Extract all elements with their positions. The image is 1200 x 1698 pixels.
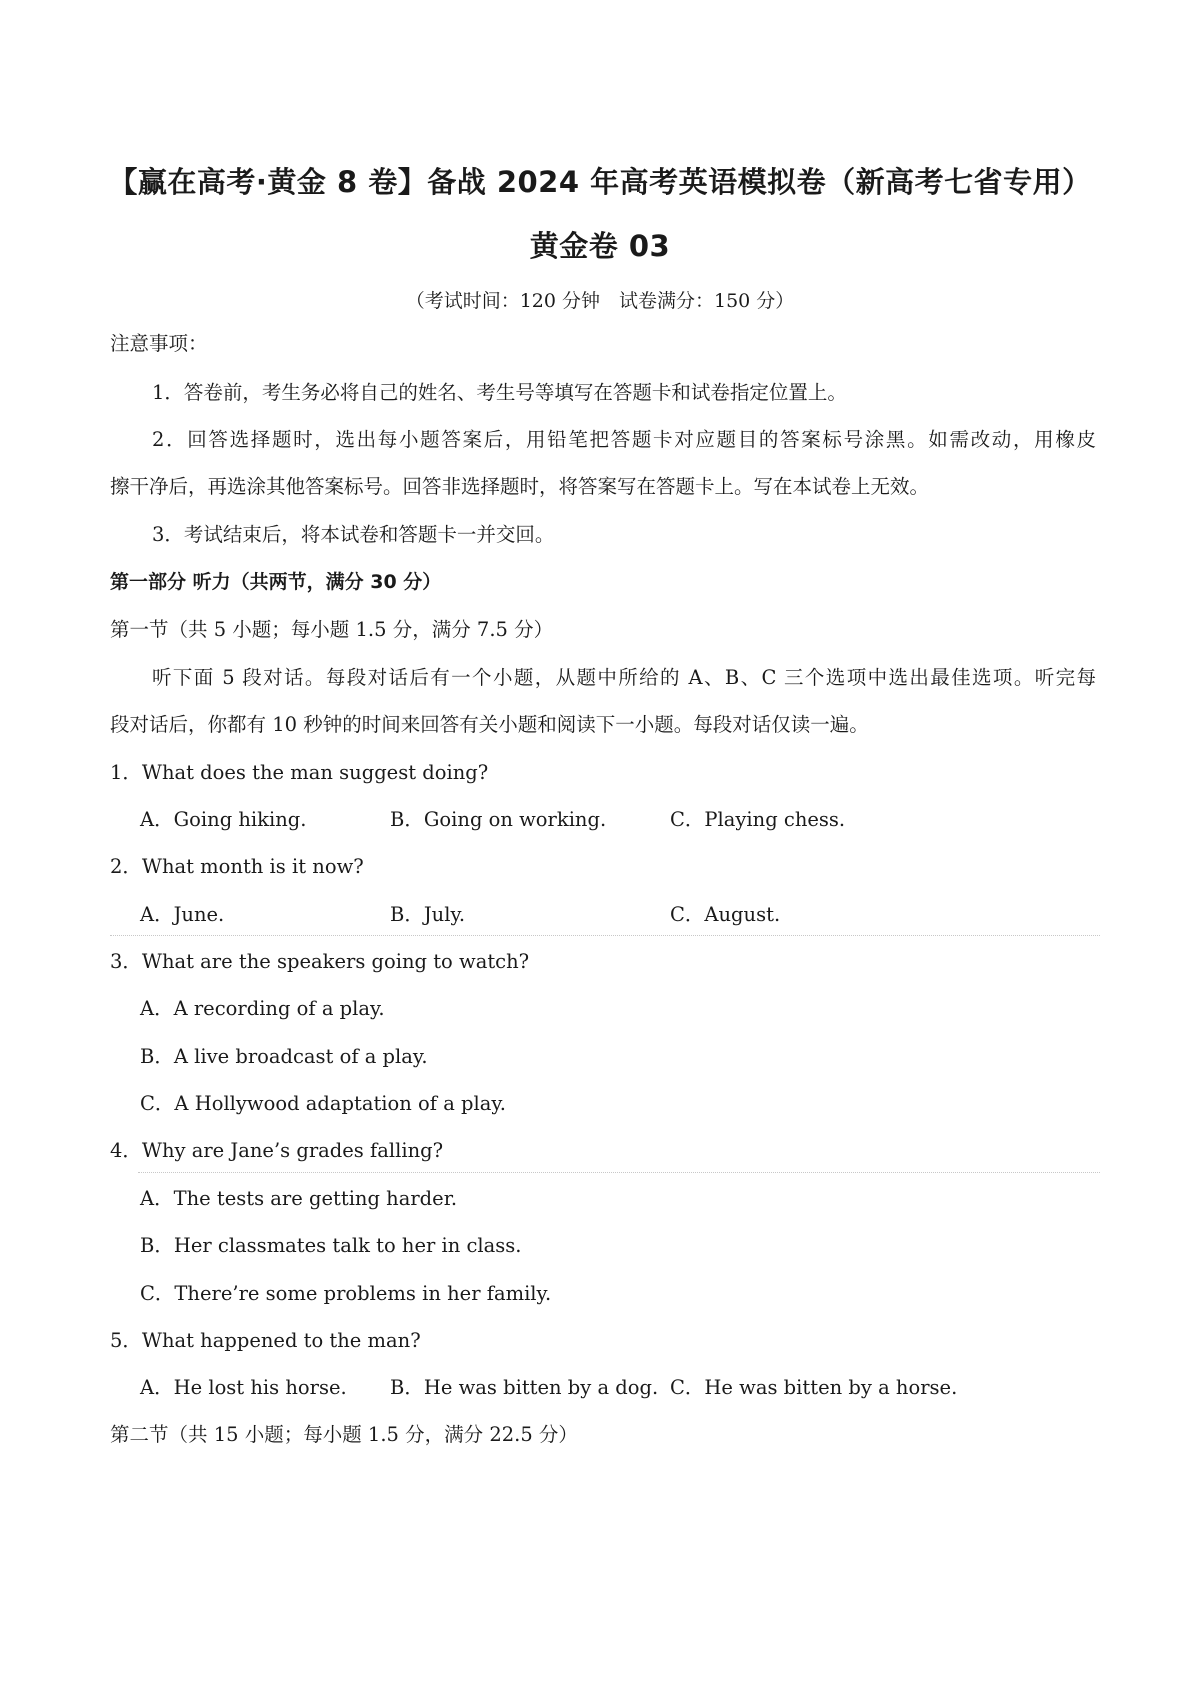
question-1-stem: 1．What does the man suggest doing? <box>110 761 489 784</box>
note-item-2-line-2: 擦干净后，再选涂其他答案标号。回答非选择题时，将答案写在答题卡上。写在本试卷上无效。 <box>110 475 930 498</box>
notes-heading: 注意事项： <box>110 332 208 355</box>
question-4-option-c: C．There’re some problems in her family. <box>140 1282 552 1305</box>
question-1-option-a: A．Going hiking. <box>140 808 307 831</box>
note-item-3: 3．考试结束后，将本试卷和答题卡一并交回。 <box>152 523 555 546</box>
question-4-option-b: B．Her classmates talk to her in class. <box>140 1234 522 1257</box>
question-5-stem: 5．What happened to the man? <box>110 1329 421 1352</box>
note-item-2-line-1: 2．回答选择题时，选出每小题答案后，用铅笔把答题卡对应题目的答案标号涂黑。如需改动，用橡皮 <box>152 428 1096 451</box>
instructions-line-2: 段对话后，你都有 10 秒钟的时间来回答有关小题和阅读下一小题。每段对话仅读一遍。 <box>110 713 869 736</box>
question-4-stem: 4．Why are Jane’s grades falling? <box>110 1139 444 1162</box>
question-2-option-c: C．August. <box>670 903 781 926</box>
section1-heading: 第一节（共 5 小题；每小题 1.5 分，满分 7.5 分） <box>110 618 554 641</box>
question-4-option-a: A．The tests are getting harder. <box>140 1187 458 1210</box>
question-3-stem: 3．What are the speakers going to watch? <box>110 950 530 973</box>
exam-subtitle-volume: 黄金卷 03 <box>529 229 671 263</box>
instructions-line-1: 听下面 5 段对话。每段对话后有一个小题，从题中所给的 A、B、C 三个选项中选出最佳选项。听完每 <box>152 666 1096 689</box>
note-item-1: 1．答卷前，考生务必将自己的姓名、考生号等填写在答题卡和试卷指定位置上。 <box>152 381 847 404</box>
question-3-option-c: C．A Hollywood adaptation of a play. <box>140 1092 506 1115</box>
question-1-option-c: C．Playing chess. <box>670 808 846 831</box>
part1-heading: 第一部分 听力（共两节，满分 30 分） <box>110 571 442 593</box>
dotted-divider <box>110 935 1100 936</box>
question-5-option-c: C．He was bitten by a horse. <box>670 1376 958 1399</box>
question-3-option-b: B．A live broadcast of a play. <box>140 1045 428 1068</box>
question-1-option-b: B．Going on working. <box>390 808 607 831</box>
question-5-option-a: A．He lost his horse. <box>140 1376 347 1399</box>
question-3-option-a: A．A recording of a play. <box>140 997 385 1020</box>
exam-info: （考试时间：120 分钟 试卷满分：150 分） <box>405 290 795 312</box>
dotted-divider <box>138 1172 1100 1173</box>
section2-heading: 第二节（共 15 小题；每小题 1.5 分，满分 22.5 分） <box>110 1423 578 1446</box>
question-2-option-b: B．July. <box>390 903 466 926</box>
question-2-option-a: A．June. <box>140 903 225 926</box>
question-5-option-b: B．He was bitten by a dog. <box>390 1376 659 1399</box>
question-2-stem: 2．What month is it now? <box>110 855 364 878</box>
exam-title: 【赢在高考·黄金 8 卷】备战 2024 年高考英语模拟卷（新高考七省专用） <box>108 165 1092 199</box>
